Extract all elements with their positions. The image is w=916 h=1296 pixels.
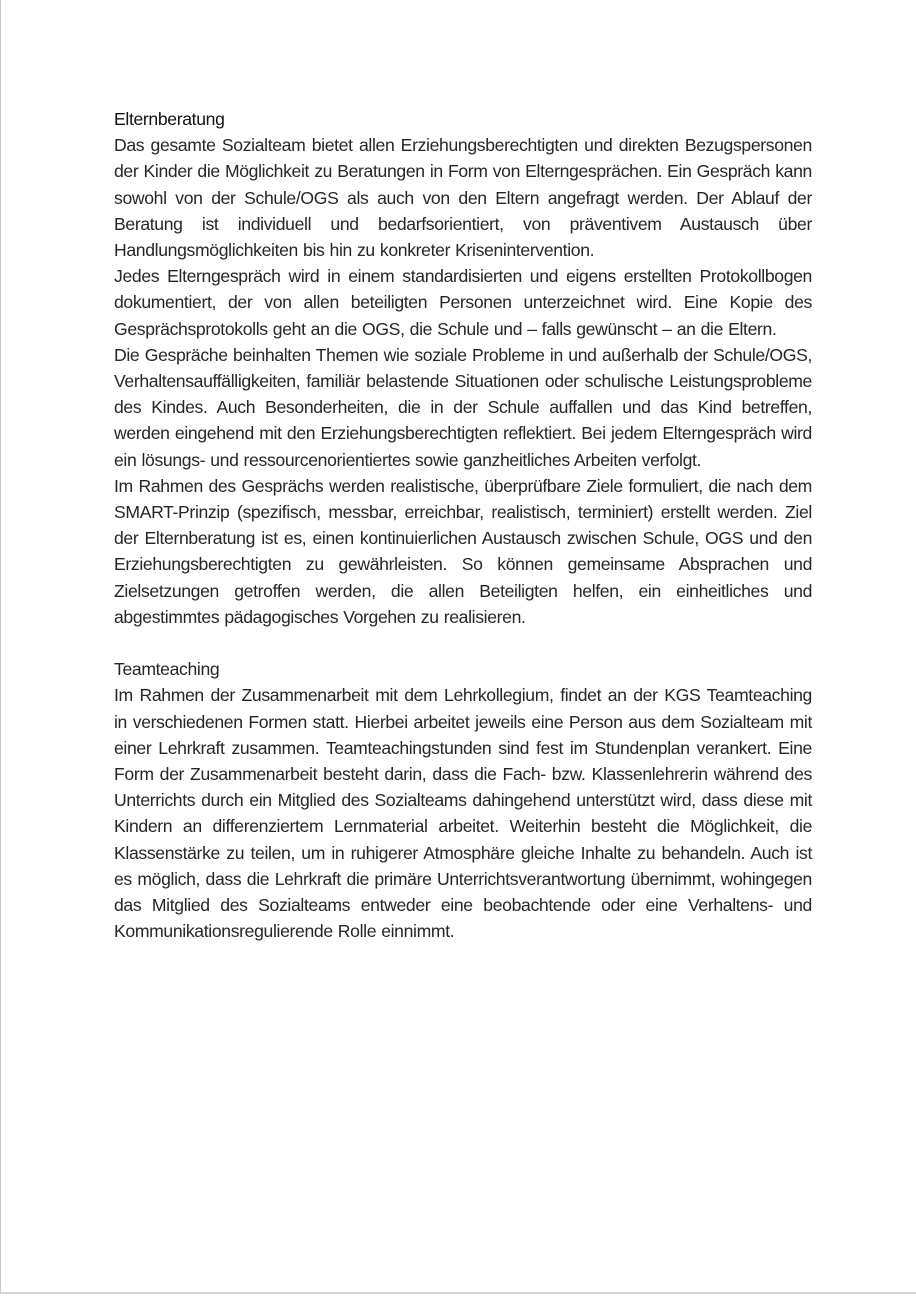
- section-heading: Elternberatung: [114, 109, 225, 129]
- section-heading: Teamteaching: [114, 659, 220, 680]
- paragraph: Das gesamte Sozialteam bietet allen Erziehungsberechtigten und direkten Bezugspersonen der Kinder die Möglichkeit zu Beratungen in Form von Elterngesprächen. Ein Gespräch kann sowohl von der Schule/OGS als auch von den Eltern angefragt werden. Der Ablauf der Beratung ist individuell und bedarfsorientiert, von präventivem Austausch über Handlungsmöglichkeiten bis hin zu konkreter Krisenintervention.: [114, 135, 812, 261]
- section-elternberatung: [114, 106, 812, 630]
- section-teamteaching: [114, 656, 812, 944]
- paragraph: Jedes Elterngespräch wird in einem standardisierten und eigens erstellten Protokollbogen dokumentiert, der von allen beteiligten Personen unterzeichnet wird. Eine Kopie des Gesprächsprotokolls geht an die OGS, die Schule und – falls gewünscht – an die Eltern.: [114, 266, 812, 339]
- paragraph: Die Gespräche beinhalten Themen wie soziale Probleme in und außerhalb der Schule/OGS, Verhaltensauffälligkeiten, familiär belastende Situationen oder schulische Leistungsprobleme des Kindes. Auch Besonderheiten, die in der Schule auffallen und das Kind betreffen, werden eingehend mit den Erziehungsberechtigten reflektiert. Bei jedem Elterngespräch wird ein lösungs- und ressourcenorientiertes sowie ganzheitliches Arbeiten verfolgt.: [114, 344, 812, 470]
- document-body: [114, 106, 812, 944]
- blank-line: [114, 630, 812, 656]
- paragraph: Im Rahmen des Gesprächs werden realistische, überprüfbare Ziele formuliert, die nach dem SMART-Prinzip (spezifisch, messbar, erreichbar, realistisch, terminiert) erstellt werden. Ziel der Elternberatung ist es, einen kontinuierlichen Austausch zwischen Schule, OGS und den Erziehungsberechtigten zu gewährleisten. So können gemeinsame Absprachen und Zielsetzungen getroffen werden, die allen Beteiligten helfen, ein einheitliches und abgestimmtes pädagogisches Vorgehen zu realisieren.: [114, 475, 812, 627]
- paragraph: Im Rahmen der Zusammenarbeit mit dem Lehrkollegium, findet an der KGS Teamteaching in verschiedenen Formen statt. Hierbei arbeitet jeweils eine Person aus dem Sozialteam mit einer Lehrkraft zusammen. Teamteachingstunden sind fest im Stundenplan verankert. Eine Form der Zusammenarbeit besteht darin, dass die Fach- bzw. Klassenlehrerin während des Unterrichts durch ein Mitglied des Sozialteams dahingehend unterstützt wird, dass diese mit Kindern an differenziertem Lernmaterial arbeitet. Weiterhin besteht die Möglichkeit, die Klassenstärke zu teilen, um in ruhigerer Atmosphäre gleiche Inhalte zu behandeln. Auch ist es möglich, dass die Lehrkraft die primäre Unterrichtsverantwortung übernimmt, wohingegen das Mitglied des Sozialteams entweder eine beobachtende oder eine Verhaltens- und Kommunikationsregulierende Rolle einnimmt.: [114, 685, 812, 942]
